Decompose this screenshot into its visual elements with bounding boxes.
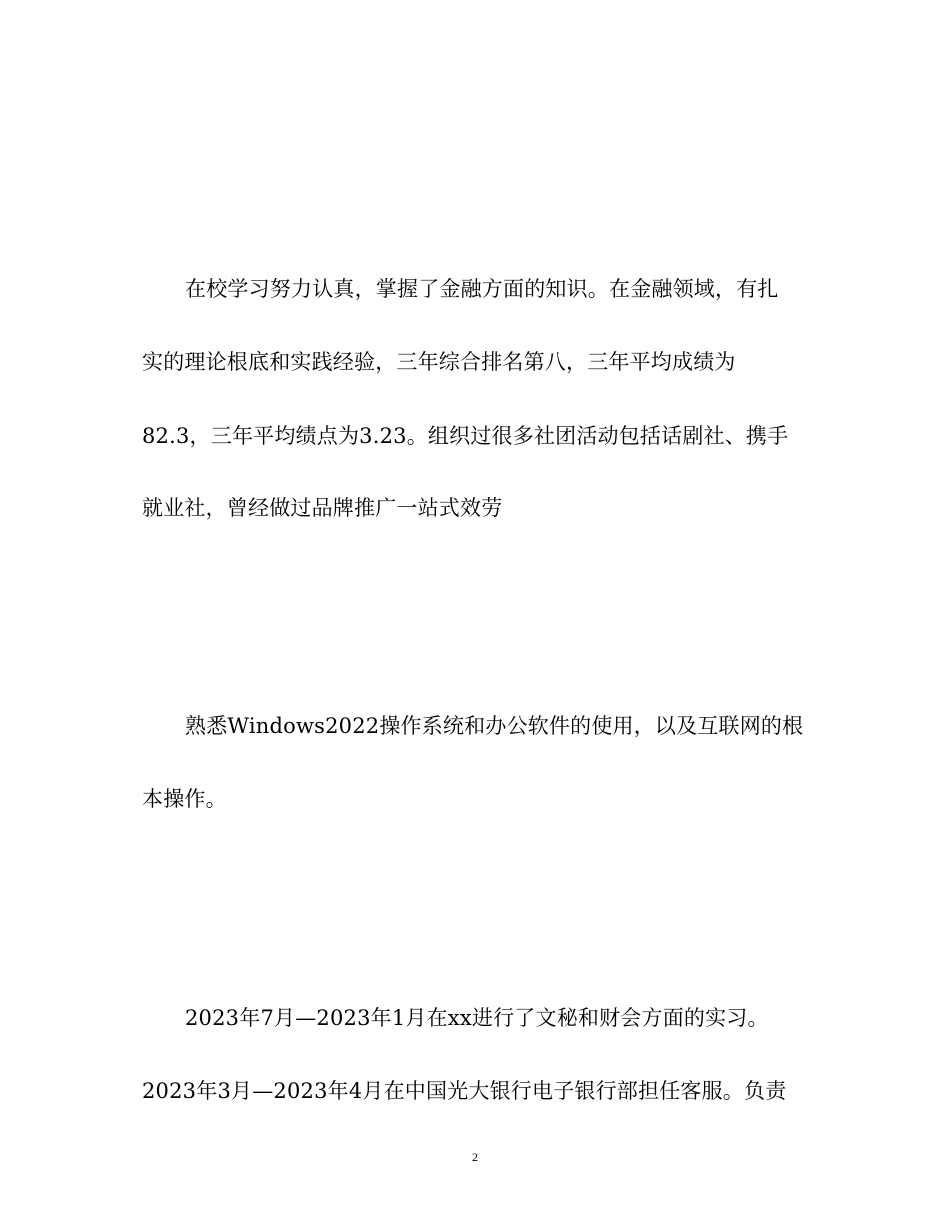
paragraph-1-line-4: 就业社，曾经做过品牌推广一站式效劳 (142, 496, 503, 520)
paragraph-1-line-3: 82.3，三年平均绩点为3.23。组织过很多社团活动包括话剧社、携手 (142, 424, 789, 448)
paragraph-3-line-2: 2023年3月—2023年4月在中国光大银行电子银行部担任客服。负责 (142, 1079, 787, 1103)
paragraph-3-line-1: 2023年7月—2023年1月在xx进行了文秘和财会方面的实习。 (185, 1006, 769, 1030)
paragraph-2-line-2: 本操作。 (142, 787, 227, 811)
page-number: 2 (472, 1150, 478, 1164)
paragraph-1-line-2: 实的理论根底和实践经验，三年综合排名第八，三年平均成绩为 (142, 350, 736, 374)
paragraph-2-line-1: 熟悉Windows2022操作系统和办公软件的使用，以及互联网的根 (185, 714, 804, 738)
paragraph-1-line-1: 在校学习努力认真，掌握了金融方面的知识。在金融领域，有扎 (185, 277, 779, 301)
